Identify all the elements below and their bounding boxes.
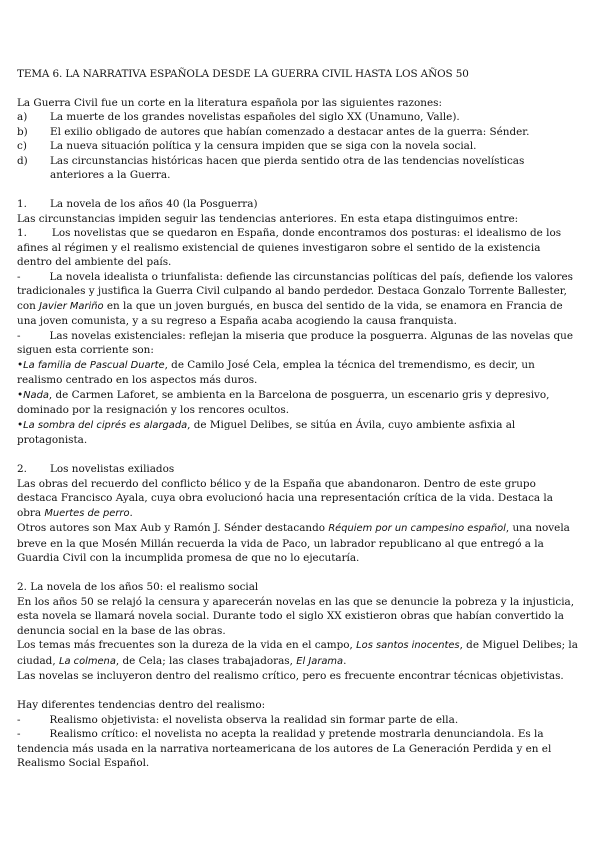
bullet-item	[17, 418, 578, 448]
section-intro: Las circunstancias impiden seguir las tendencias anteriores. En esta etapa distinguimos entre:	[17, 212, 519, 225]
bullet-item	[17, 388, 578, 418]
reason-item	[17, 139, 578, 154]
book-title: Muertes de perro	[44, 507, 130, 519]
reason-text: El exilio obligado de autores que habían comenzado a destacar antes de la guerra: Sénder.	[50, 125, 530, 138]
paragraph-text: .	[343, 654, 347, 667]
intro-paragraph: La Guerra Civil fue un corte en la literatura española por las siguientes razones:	[17, 96, 442, 109]
paragraph-text: Los temas más frecuentes son la dureza de la vida en el campo,	[17, 639, 357, 651]
paragraph	[17, 638, 578, 669]
book-title: Los santos inocentes	[356, 640, 460, 651]
book-title: La sombra del ciprés es alargada	[23, 419, 188, 431]
book-title: Javier Mariño	[39, 300, 104, 312]
paragraph	[17, 521, 578, 566]
paragraph	[17, 270, 578, 329]
list-item	[17, 713, 578, 728]
list-text: Realismo crítico: el novelista no acepta la realidad y pretende mostrarla denunciandola. Es la tendencia más usada en la narrativa norteamericana de los autores de La Generación Perdida y en el Realismo Social Español.	[17, 728, 552, 769]
document-title: TEMA 6. LA NARRATIVA ESPAÑOLA DESDE LA GUERRA CIVIL HASTA LOS AÑOS 50	[17, 68, 469, 80]
list-marker: -	[17, 329, 21, 342]
list-marker: -	[17, 728, 21, 740]
section-title: 2. La novela de los años 50: el realismo social	[17, 581, 259, 593]
spacer	[17, 183, 578, 198]
paragraph-text: Los novelistas que se quedaron en España, donde encontramos dos posturas: el idealismo de los afines al régimen y el realismo existencial de quienes investigaron sobre el sentido de la existencia dentro del ambiente del país.	[17, 227, 562, 268]
bullet-text: , de Miguel Delibes, se sitúa en Ávila, cuyo ambiente asfixia al protagonista.	[17, 418, 516, 446]
paragraph: Las novelas se incluyeron dentro del realismo crítico, pero es frecuente encontrar técnicas objetivistas.	[17, 670, 564, 682]
section-number: 2.	[17, 463, 27, 475]
book-title: Réquiem por un campesino español	[328, 523, 506, 534]
section-title: Los novelistas exiliados	[50, 463, 175, 475]
reason-item	[17, 110, 578, 125]
paragraph-text: , de Miguel Delibes; la ciudad,	[17, 639, 578, 667]
bullet-marker: •	[17, 418, 24, 431]
list-marker: 1.	[17, 227, 27, 239]
reason-marker: d)	[17, 154, 28, 167]
reason-text: Las circunstancias históricas hacen que pierda sentido otra de las tendencias novelísticas anteriores a la Guerra.	[50, 154, 525, 181]
book-title: Nada	[23, 389, 49, 401]
section-heading	[17, 462, 578, 477]
spacer	[17, 684, 578, 699]
reason-text: La nueva situación política y la censura impiden que se siga con la novela social.	[50, 140, 477, 152]
book-title: La familia de Pascual Duarte	[23, 359, 165, 371]
bullet-marker: •	[17, 358, 24, 371]
section-title: La novela de los años 40 (la Posguerra)	[50, 198, 258, 210]
paragraph-text: Otros autores son Max Aub y Ramón J. Sénder destacando	[17, 522, 329, 534]
book-title: La colmena	[58, 655, 116, 667]
reason-item	[17, 125, 578, 140]
reason-marker: c)	[17, 140, 27, 152]
paragraph: Hay diferentes tendencias dentro del realismo:	[17, 699, 266, 711]
spacer	[17, 448, 578, 463]
paragraph-text: .	[129, 506, 133, 519]
paragraph-text: La novela idealista o triunfalista: defiende las circunstancias políticas del país, defiende los valores tradicionales y justifica la Guerra Civil culpando al bando perdedor. Destaca Gonzalo Torrente Ballester, con	[17, 270, 573, 312]
spacer	[17, 566, 578, 581]
reason-marker: a)	[17, 111, 28, 123]
section-heading	[17, 197, 578, 212]
list-marker: -	[17, 713, 21, 726]
list-marker: -	[17, 270, 21, 283]
paragraph-text: , de Cela; las clases trabajadoras,	[115, 654, 297, 667]
bullet-item	[17, 358, 578, 388]
bullet-text: , de Carmen Laforet, se ambienta en la Barcelona de posguerra, un escenario gris y depresivo, dominado por la resignación y los rencores ocultos.	[17, 388, 550, 416]
list-text: Realismo objetivista: el novelista observa la realidad sin formar parte de ella.	[49, 713, 459, 726]
book-title: El Jarama	[296, 655, 344, 667]
paragraph-text: , una novela breve en la que Mosén Millán recuerda la vida de Paco, un labrador republicano al que entregó a la Guardia Civil con la incumplida promesa de que no lo ejecutaría.	[17, 522, 570, 564]
paragraph	[17, 329, 578, 358]
bullet-marker: •	[17, 388, 24, 401]
reason-item	[17, 154, 578, 183]
paragraph-text: Las obras del recuerdo del conflicto bélico y de la España que abandonaron. Dentro de este grupo destaca Francisco Ayala, cuya obra evolucionó hacia una representación crítica de la vida. Destaca la obra	[17, 477, 553, 519]
section-number: 1.	[17, 198, 27, 210]
reason-marker: b)	[17, 125, 28, 138]
paragraph	[17, 226, 578, 270]
reason-text: La muerte de los grandes novelistas españoles del siglo XX (Unamuno, Valle).	[50, 111, 460, 123]
paragraph-text: en la que un joven burgués, en busca del sentido de la vida, se enamora en Francia de una joven comunista, y a su regreso a España acaba acogiendo la causa franquista.	[17, 299, 563, 327]
paragraph: En los años 50 se relajó la censura y aparecerán novelas en las que se denuncie la pobreza y la injusticia, esta novela se llamará novela social. Durante todo el siglo XX existieron obras que habían convertido la denuncia social en la base de las obras.	[17, 595, 575, 637]
paragraph-text: Las novelas existenciales: reflejan la miseria que produce la posguerra. Algunas de las novelas que siguen esta corriente son:	[17, 329, 573, 356]
paragraph	[17, 477, 578, 522]
list-item	[17, 727, 578, 771]
bullet-text: , de Camilo José Cela, emplea la técnica del tremendismo, es decir, un realismo centrado en los aspectos más duros.	[17, 358, 535, 386]
